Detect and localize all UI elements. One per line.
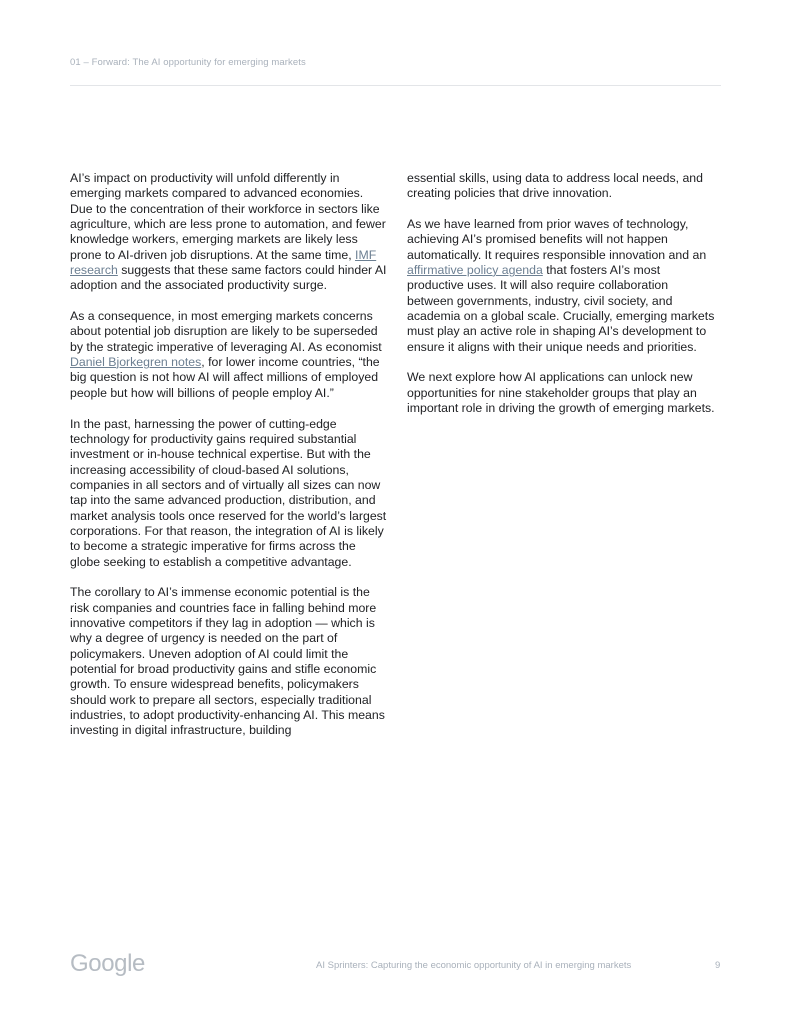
paragraph-text: , for lower income countries, “the big question is not how AI will affect millions of employed people but how will billions of people employ AI.”: [70, 355, 380, 400]
page-header: 01 – Forward: The AI opportunity for emerging markets: [70, 57, 306, 68]
paragraph-prior-waves: [407, 217, 717, 355]
paragraph-job-disruption: [70, 309, 388, 401]
paragraph-text: that fosters AI’s most productive uses. It will also require collaboration between governments, industry, civil society, and academia on a global scale. Crucially, emerging markets must play an active role in shaping AI’s development to ensure it aligns with their unique needs and priorities.: [407, 263, 715, 354]
paragraph-text: AI’s impact on productivity will unfold differently in emerging markets compared to advanced economies. Due to the concentration of their workforce in sectors like agriculture, which are less prone to automation, and fewer knowledge workers, emerging markets are likely less prone to AI-driven job disruptions. At the same time,: [70, 171, 386, 262]
header-divider: [70, 85, 721, 86]
bjorkegren-notes-link[interactable]: Daniel Bjorkegren notes: [70, 355, 202, 370]
google-logo: Google: [70, 950, 145, 977]
paragraph-cloud-ai: In the past, harnessing the power of cutting-edge technology for productivity gains required substantial investment or in-house technical expertise. But with the increasing accessibility of cloud-based AI solutions, companies in all sectors and of virtually all sizes can now tap into the same advanced production, distribution, and market analysis tools once reserved for the world’s largest corporations. For that reason, the integration of AI is likely to become a strategic imperative for firms across the globe seeking to establish a competitive advantage.: [70, 416, 387, 569]
paragraph-productivity: [70, 171, 388, 294]
page-number: 9: [715, 960, 721, 971]
policy-agenda-link[interactable]: affirmative policy agenda: [407, 263, 543, 278]
right-column: [407, 171, 717, 432]
left-column: [70, 171, 388, 754]
paragraph-skills: essential skills, using data to address local needs, and creating policies that drive innovation.: [407, 171, 703, 201]
paragraph-text: As a consequence, in most emerging markets concerns about potential job disruption are likely to be superseded by the strategic imperative of leveraging AI. As economist: [70, 309, 382, 354]
imf-research-link[interactable]: IMF research: [70, 247, 377, 278]
paragraph-next: We next explore how AI applications can unlock new opportunities for nine stakeholder groups that play an important role in driving the growth of emerging markets.: [407, 370, 715, 416]
paragraph-text: As we have learned from prior waves of technology, achieving AI’s promised benefits will not happen automatically. It requires responsible innovation and an: [407, 217, 707, 262]
paragraph-text: suggests that these same factors could hinder AI adoption and the associated productivity surge.: [70, 263, 387, 293]
paragraph-corollary: The corollary to AI’s immense economic potential is the risk companies and countries face in falling behind more innovative competitors if they lag in adoption — which is why a degree of urgency is needed on the part of policymakers. Uneven adoption of AI could limit the potential for broad productivity gains and stifle economic growth. To ensure widespread benefits, policymakers should work to prepare all sectors, especially traditional industries, to adopt productivity-enhancing AI. This means investing in digital infrastructure, building: [70, 585, 385, 738]
footer-title: AI Sprinters: Capturing the economic opportunity of AI in emerging markets: [316, 960, 632, 971]
